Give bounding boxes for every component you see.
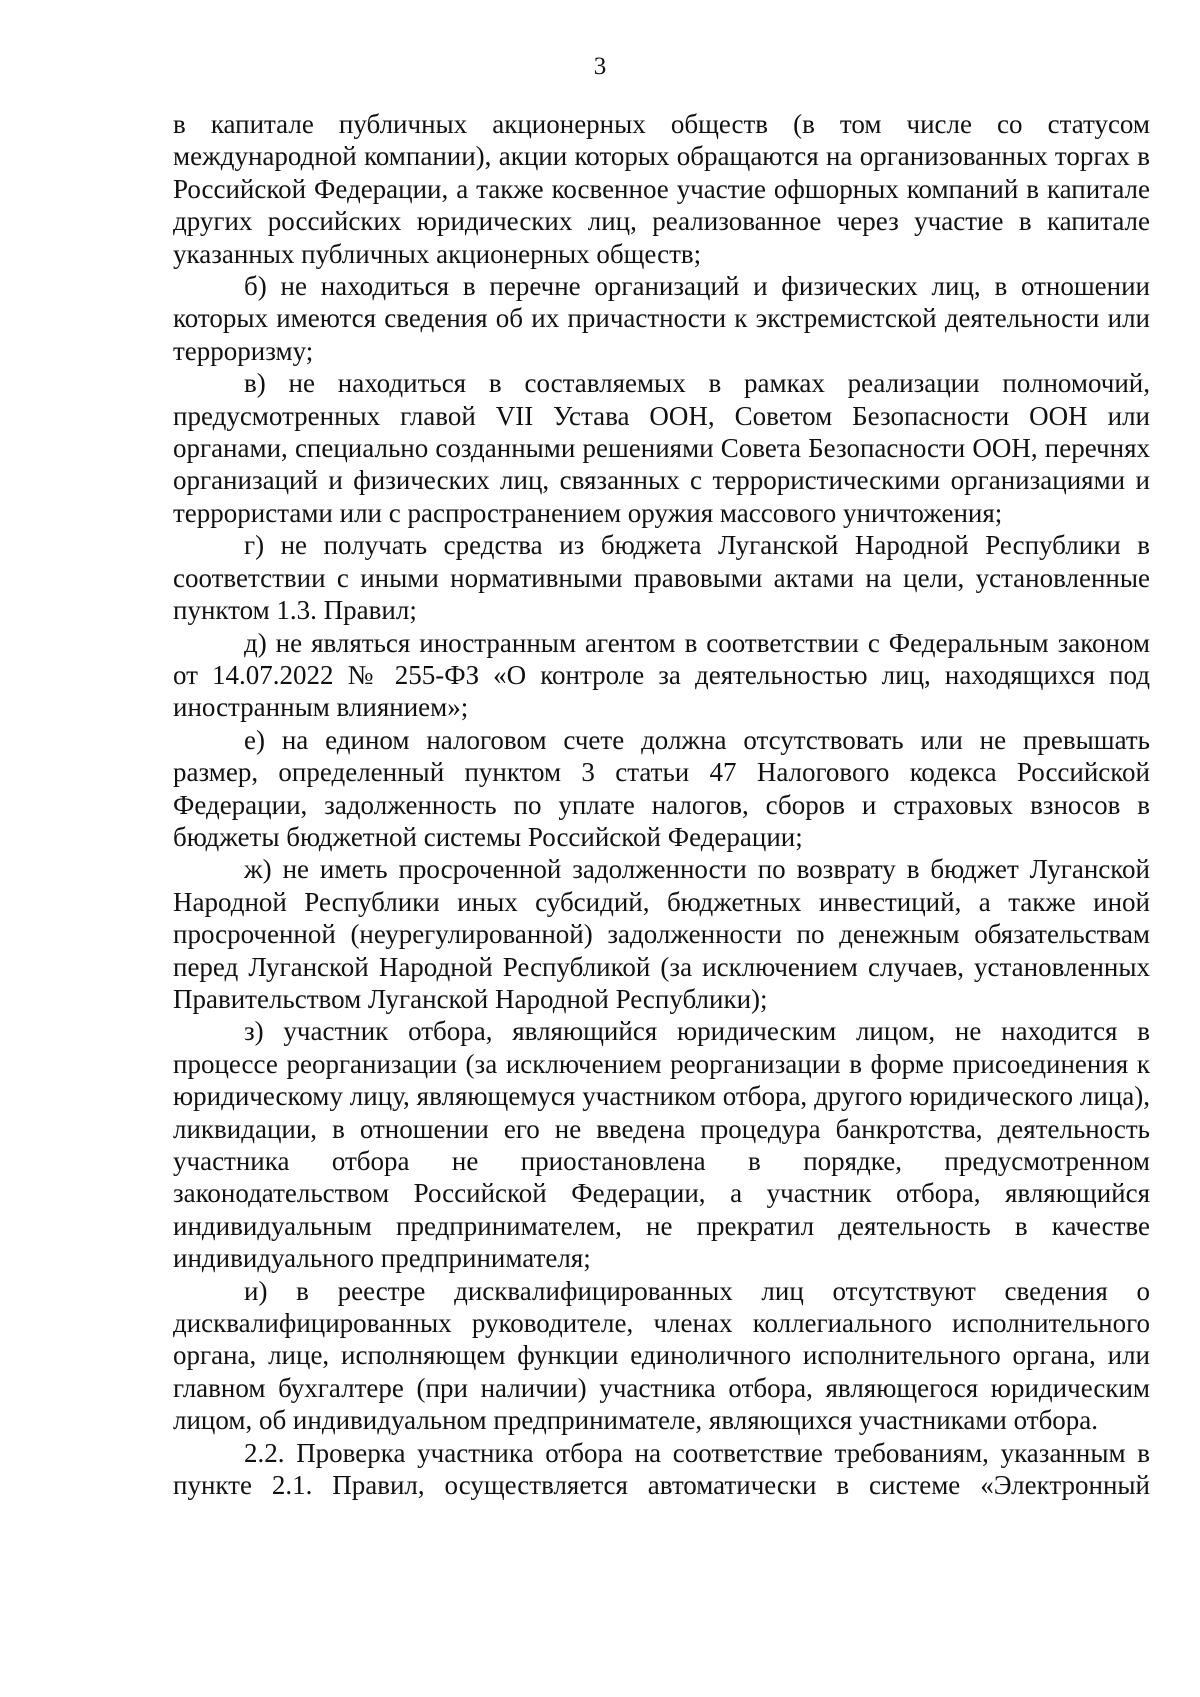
- document-body: [173, 108, 1150, 1501]
- paragraph-section-2-2: 2.2. Проверка участника отбора на соответствие требованиям, указанным в пункте 2.1. Правил, осуществляется автоматически в системе «Электронный: [173, 1437, 1150, 1501]
- paragraph-item-g: г) не получать средства из бюджета Луганской Народной Республики в соответствии с иными нормативными правовыми актами на цели, установленные пунктом 1.3. Правил;: [173, 530, 1150, 626]
- paragraph-item-i: и) в реестре дисквалифицированных лиц отсутствуют сведения о дисквалифицированных руководителе, членах коллегиального исполнительного органа, лице, исполняющем функции единоличного исполнительного органа, или главном бухгалтере (при наличии) участника отбора, являющегося юридическим лицом, об индивидуальном предпринимателе, являющихся участниками отбора.: [173, 1275, 1150, 1436]
- paragraph-item-d: д) не являться иностранным агентом в соответствии с Федеральным законом от 14.07.2022 № 255-ФЗ «О контроле за деятельностью лиц, находящихся под иностранным влиянием»;: [173, 627, 1150, 723]
- paragraph-item-zh: ж) не иметь просроченной задолженности по возврату в бюджет Луганской Народной Республики иных субсидий, бюджетных инвестиций, а также иной просроченной (неурегулированной) задолженности по денежным обязательствам перед Луганской Народной Республикой (за исключением случаев, установленных Правительством Луганской Народной Республики);: [173, 854, 1150, 1014]
- paragraph-item-v: в) не находиться в составляемых в рамках реализации полномочий, предусмотренных главой VII Устава ООН, Советом Безопасности ООН или органами, специально созданными решениями Совета Безопасности ООН, перечнях организаций и физических лиц, связанных с террористическими организациями и террористами или с распространением оружия массового уничтожения;: [173, 368, 1150, 528]
- paragraph-continuation: в капитале публичных акционерных обществ (в том числе со статусом международной компании), акции которых обращаются на организованных торгах в Российской Федерации, а также косвенное участие офшорных компаний в капитале других российских юридических лиц, реализованное через участие в капитале указанных публичных акционерных обществ;: [173, 109, 1150, 269]
- paragraph-item-b: б) не находиться в перечне организаций и физических лиц, в отношении которых имеются сведения об их причастности к экстремистской деятельности или терроризму;: [173, 271, 1150, 366]
- paragraph-item-e: е) на едином налоговом счете должна отсутствовать или не превышать размер, определенный пунктом 3 статьи 47 Налогового кодекса Российской Федерации, задолженность по уплате налогов, сборов и страховых взносов в бюджеты бюджетной системы Российской Федерации;: [173, 724, 1150, 852]
- paragraph-item-z: з) участник отбора, являющийся юридическим лицом, не находится в процессе реорганизации (за исключением реорганизации в форме присоединения к юридическому лицу, являющемуся участником отбора, другого юридического лица), ликвидации, в отношении его не введена процедура банкротства, деятельность участника отбора не приостановлена в порядке, предусмотренном законодательством Российской Федерации, а участник отбора, являющийся индивидуальным предпринимателем, не прекратил деятельность в качестве индивидуального предпринимателя;: [173, 1016, 1150, 1274]
- page-number: 3: [593, 53, 607, 80]
